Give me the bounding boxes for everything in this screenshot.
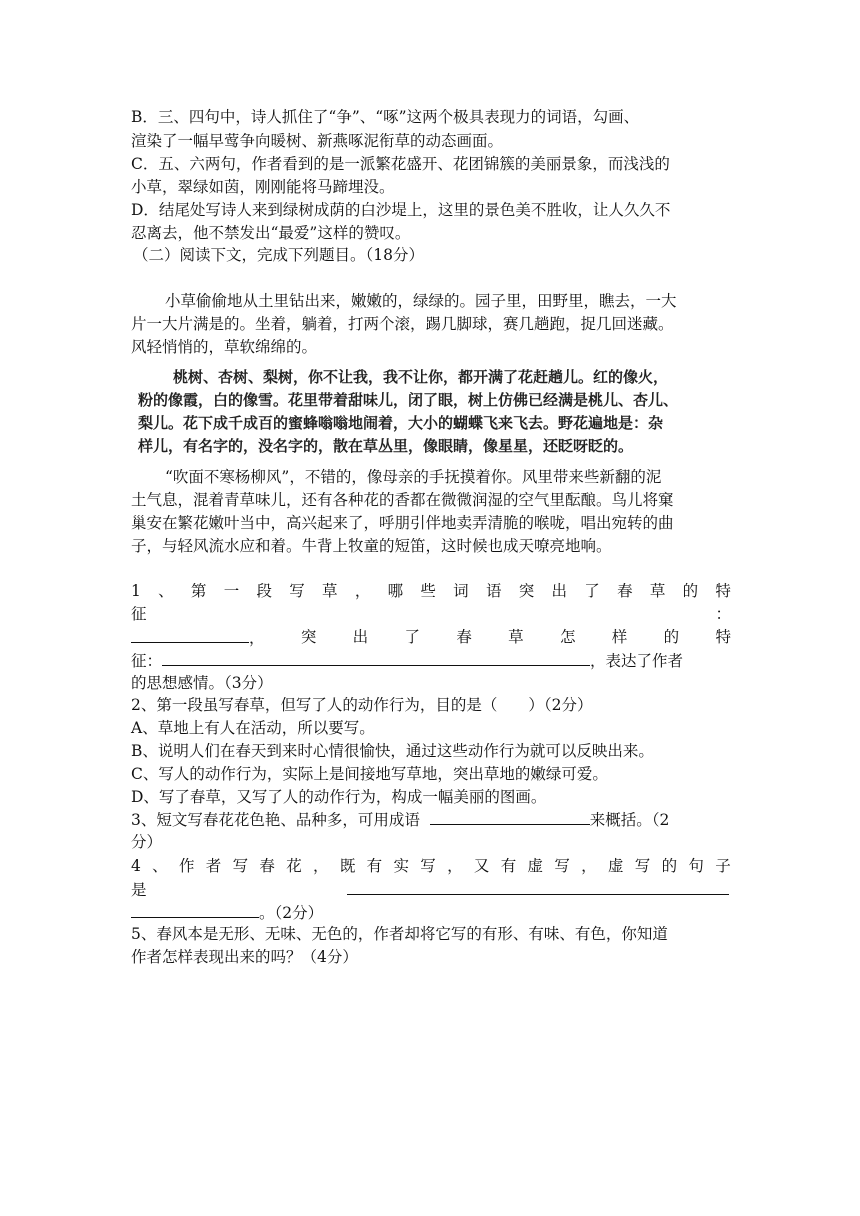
passage-p2-line-4: 样儿，有名字的，没名字的，散在草丛里，像眼睛，像星星，还眨呀眨的。 (138, 437, 634, 455)
question-2: 2、第一段虽写春草，但写了人的动作行为，目的是（ ）（2分） (131, 696, 593, 714)
answer-blank-3[interactable] (430, 808, 590, 825)
question-1-line-4: 征： ，表达了作者 (131, 649, 731, 672)
passage-p3-line-2: 土气息，混着青草味儿，还有各种花的香都在微微润湿的空气里酝酿。鸟儿将窠 (131, 491, 674, 509)
passage-p1-line-3: 风轻悄悄的，草软绵绵的。 (131, 338, 318, 356)
passage-p3-line-4: 子，与轻风流水应和着。牛背上牧童的短笛，这时候也成天嘹亮地响。 (131, 537, 612, 555)
question-1-line-1: 1 、 第 一 段 写 草 ， 哪 些 词 语 突 出 了 春 草 的 特 (131, 582, 731, 600)
question-5-line-1: 5、春风本是无形、无味、无色的，作者却将它写的有形、有味、有色，你知道 (131, 925, 668, 943)
passage-p3-line-3: 巢安在繁花嫩叶当中，高兴起来了，呼朋引伴地卖弄清脆的喉咙，唱出宛转的曲 (131, 514, 674, 532)
question-1-line-3: ， 突 出 了 春 草 怎 样 的 特 (131, 626, 731, 649)
question-1-line-5: 的思想感情。（3分） (131, 674, 273, 692)
passage-p3-line-1: “吹面不寒杨柳风”，不错的，像母亲的手抚摸着你。风里带来些新翻的泥 (165, 468, 662, 486)
answer-blank-4b[interactable] (131, 901, 259, 918)
option-b-line-1: B．三、四句中，诗人抓住了“争”、“啄”这两个极具表现力的词语，勾画、 (131, 108, 640, 126)
answer-blank-4a[interactable] (347, 878, 729, 895)
question-2-option-b: B、说明人们在春天到来时心情很愉快，通过这些动作行为就可以反映出来。 (131, 742, 654, 760)
question-3-line-1: 3、短文写春花花色艳、品种多，可用成语 来概括。（2 (131, 808, 731, 831)
question-4-line-2: 是 (131, 878, 731, 901)
option-b-line-2: 渲染了一幅早莺争向暖树、新燕啄泥衔草的动态画面。 (131, 132, 504, 150)
section-title: （二）阅读下文，完成下列题目。（18分） (133, 246, 424, 264)
question-4-line-1: 4 、 作 者 写 春 花 ， 既 有 实 写 ， 又 有 虚 写 ， 虚 写 的 句 子 (131, 857, 731, 875)
question-2-option-d: D、写了春草，又写了人的动作行为，构成一幅美丽的图画。 (131, 788, 547, 806)
question-3-line-2: 分） (131, 833, 163, 851)
question-2-option-c: C、写人的动作行为，实际上是间接地写草地，突出草地的嫩绿可爱。 (131, 765, 608, 783)
option-d-line-1: D．结尾处写诗人来到绿树成荫的白沙堤上，这里的景色美不胜收，让人久久不 (131, 201, 671, 219)
passage-p2-line-2: 粉的像霞，白的像雪。花里带着甜味儿，闭了眼，树上仿佛已经满是桃儿、杏儿、 (138, 391, 679, 409)
answer-blank-1a[interactable]: ， (131, 626, 265, 649)
passage-p2-line-1: 桃树、杏树、梨树，你不让我，我不让你，都开满了花赶趟儿。红的像火， (173, 368, 669, 386)
question-2-option-a: A、草地上有人在活动，所以要写。 (131, 719, 375, 737)
passage-p1-line-2: 片一大片满是的。坐着，躺着，打两个滚，踢几脚球，赛几趟跑，捉几回迷藏。 (131, 315, 674, 333)
question-1-line-2: 征 ： (131, 605, 731, 623)
question-4-line-3: 。（2分） (131, 901, 731, 924)
passage-p1-line-1: 小草偷偷地从土里钻出来，嫩嫩的，绿绿的。园子里，田野里，瞧去，一大 (165, 292, 677, 310)
option-d-line-2: 忍离去，他不禁发出“最爱”这样的赞叹。 (131, 224, 411, 242)
question-5-line-2: 作者怎样表现出来的吗？（4分） (131, 948, 358, 966)
option-c-line-2: 小草，翠绿如茵，刚刚能将马蹄埋没。 (131, 178, 395, 196)
answer-blank-1b[interactable] (162, 649, 590, 666)
passage-p2-line-3: 梨儿。花下成千成百的蜜蜂嗡嗡地闹着，大小的蝴蝶飞来飞去。野花遍地是：杂 (138, 414, 664, 432)
option-c-line-1: C．五、六两句，作者看到的是一派繁花盛开、花团锦簇的美丽景象，而浅浅的 (131, 155, 670, 173)
